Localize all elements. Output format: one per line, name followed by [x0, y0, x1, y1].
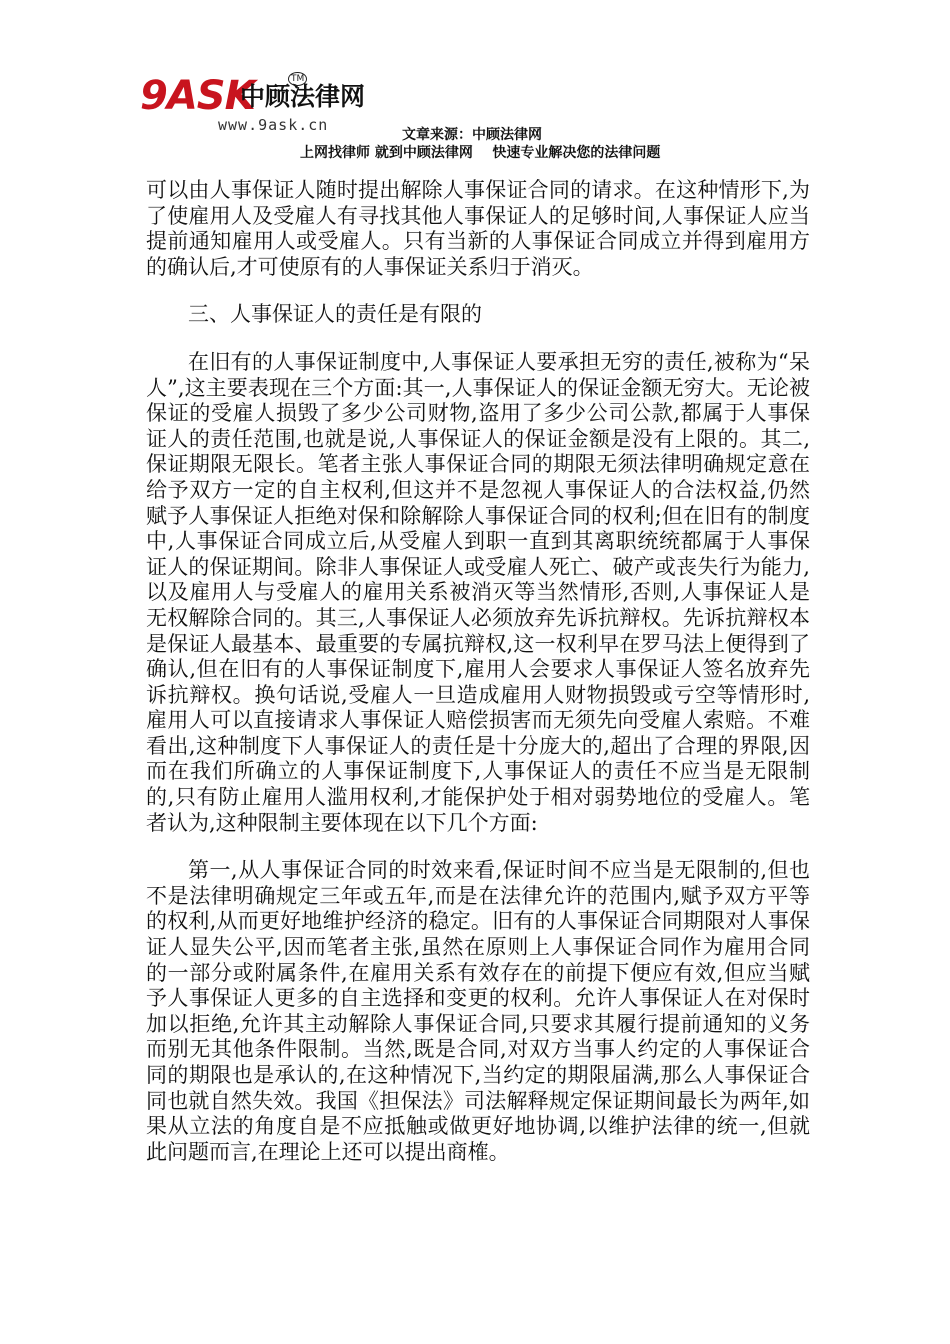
- paragraph: 在旧有的人事保证制度中,人事保证人要承担无穷的责任,被称为“呆人”,这主要表现在三个方面:其一,人事保证人的保证金额无穷大。无论被保证的受雇人损毁了多少公司财物,盗用了多少公司公款,都属于人事保证人的责任范围,也就是说,人事保证人的保证金额是没有上限的。其二,保证期限无限长。笔者主张人事保证合同的期限无须法律明确规定意在给予双方一定的自主权利,但这并不是忽视人事保证人的合法权益,仍然赋予人事保证人拒绝对保和除解除人事保证合同的权利;但在旧有的制度中,人事保证合同成立后,从受雇人到职一直到其离职统统都属于人事保证人的保证期间。除非人事保证人或受雇人死亡、破产或丧失行为能力,以及雇用人与受雇人的雇用关系被消灭等当然情形,否则,人事保证人是无权解除合同的。其三,人事保证人必须放弃先诉抗辩权。先诉抗辩权本是保证人最基本、最重要的专属抗辩权,这一权利早在罗马法上便得到了确认,但在旧有的人事保证制度下,雇用人会要求人事保证人签名放弃先诉抗辩权。换句话说,受雇人一旦造成雇用人财物损毁或亏空等情形时,雇用人可以直接请求人事保证人赔偿损害而无须先向受雇人索赔。不难看出,这种制度下人事保证人的责任是十分庞大的,超出了合理的界限,因而在我们所确立的人事保证制度下,人事保证人的责任不应当是无限制的,只有防止雇用人滥用权利,才能保护处于相对弱势地位的受雇人。笔者认为,这种限制主要体现在以下几个方面:: [146, 349, 810, 835]
- paragraph-continued: 可以由人事保证人随时提出解除人事保证合同的请求。在这种情形下,为了使雇用人及受雇人有寻找其他人事保证人的足够时间,人事保证人应当提前通知雇用人或受雇人。只有当新的人事保证合同成立并得到雇用方的确认后,才可使原有的人事保证关系归于消灭。: [146, 178, 810, 279]
- logo-name: 中顾法律网: [240, 82, 366, 111]
- site-tagline: 上网找律师 就到中顾法律网 快速专业解决您的法律问题: [300, 145, 661, 161]
- logo-mark: 9ASK: [140, 73, 255, 119]
- section-heading: 三、人事保证人的责任是有限的: [188, 302, 482, 327]
- trademark-icon: TM: [288, 72, 307, 86]
- paragraph: 第一,从人事保证合同的时效来看,保证时间不应当是无限制的,但也不是法律明确规定三年或五年,而是在法律允许的范围内,赋予双方平等的权利,从而更好地维护经济的稳定。旧有的人事保证合同期限对人事保证人显失公平,因而笔者主张,虽然在原则上人事保证合同作为雇用合同的一部分或附属条件,在雇用关系有效存在的前提下便应有效,但应当赋予人事保证人更多的自主选择和变更的权利。允许人事保证人在对保时加以拒绝,允许其主动解除人事保证合同,只要求其履行提前通知的义务而别无其他条件限制。当然,既是合同,对双方当事人约定的人事保证合同的期限也是承认的,在这种情况下,当约定的期限届满,那么人事保证合同也就自然失效。我国《担保法》司法解释规定保证期间最长为两年,如果从立法的角度自是不应抵触或做更好地协调,以维护法律的统一,但就此问题而言,在理论上还可以提出商榷。: [146, 858, 810, 1164]
- article-body: [146, 178, 810, 1165]
- site-logo: [140, 72, 390, 134]
- logo-url: www.9ask.cn: [218, 116, 329, 134]
- article-source: 文章来源：中顾法律网: [402, 127, 542, 143]
